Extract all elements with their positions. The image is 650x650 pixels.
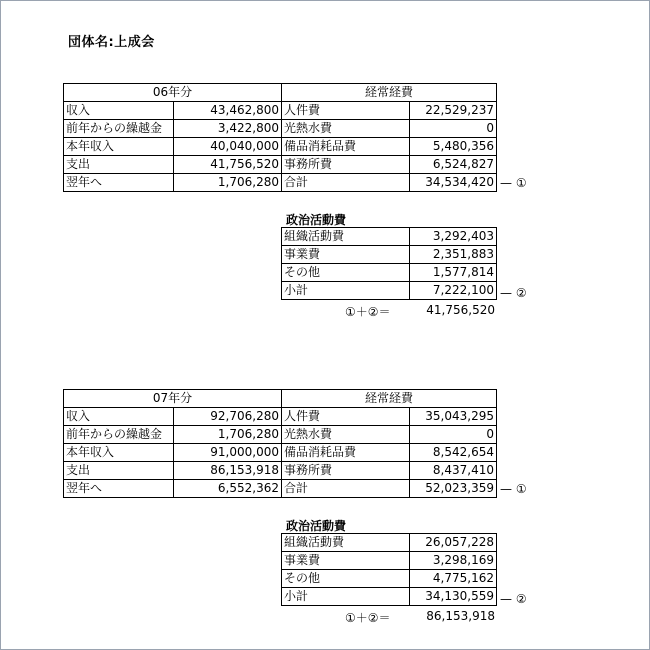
political-activity-table-06 xyxy=(281,227,497,300)
row-value: 92,706,280 xyxy=(174,408,282,426)
row-label: 小計 xyxy=(282,588,410,606)
marker-two: — ② xyxy=(500,592,527,606)
row-label: 事務所費 xyxy=(282,462,410,480)
row-value: 1,706,280 xyxy=(174,426,282,444)
table-row xyxy=(282,570,497,588)
row-label: 事業費 xyxy=(282,552,410,570)
row-value: 6,524,827 xyxy=(410,156,497,174)
row-label: 事業費 xyxy=(282,246,410,264)
marker-one: — ① xyxy=(500,482,527,496)
row-label: 事務所費 xyxy=(282,156,410,174)
marker-two: — ② xyxy=(500,286,527,300)
table-row xyxy=(64,426,497,444)
row-label: 本年収入 xyxy=(64,444,174,462)
row-label: 人件費 xyxy=(282,102,410,120)
table-row xyxy=(282,282,497,300)
formula-value: 41,756,520 xyxy=(426,303,495,317)
political-activity-table-07 xyxy=(281,533,497,606)
table-row xyxy=(64,480,497,498)
table-row xyxy=(64,444,497,462)
row-label: 前年からの繰越金 xyxy=(64,120,174,138)
expense-header: 経常経費 xyxy=(282,390,497,408)
year-header: 06年分 xyxy=(64,84,282,102)
table-row xyxy=(64,174,497,192)
formula-value: 86,153,918 xyxy=(426,609,495,623)
row-value: 35,043,295 xyxy=(410,408,497,426)
row-label: 光熱水費 xyxy=(282,120,410,138)
row-label: 支出 xyxy=(64,462,174,480)
row-label: 収入 xyxy=(64,102,174,120)
row-value: 8,437,410 xyxy=(410,462,497,480)
table-row xyxy=(282,552,497,570)
row-label: 収入 xyxy=(64,408,174,426)
row-label: その他 xyxy=(282,264,410,282)
table-row xyxy=(64,102,497,120)
row-label: 小計 xyxy=(282,282,410,300)
total-value: 52,023,359 xyxy=(410,480,497,498)
row-label: 合計 xyxy=(282,480,410,498)
row-value: 3,292,403 xyxy=(410,228,497,246)
table-row xyxy=(282,588,497,606)
table-row xyxy=(282,246,497,264)
table-row xyxy=(64,462,497,480)
table-header-row xyxy=(64,390,497,408)
row-label: 備品消耗品費 xyxy=(282,444,410,462)
total-value: 34,534,420 xyxy=(410,174,497,192)
political-activity-title: 政治活動費 xyxy=(286,213,347,227)
row-label: その他 xyxy=(282,570,410,588)
row-label: 支出 xyxy=(64,156,174,174)
row-value: 41,756,520 xyxy=(174,156,282,174)
balance-table-06 xyxy=(63,83,497,192)
row-label: 人件費 xyxy=(282,408,410,426)
table-row xyxy=(64,120,497,138)
row-value: 91,000,000 xyxy=(174,444,282,462)
balance-table-07 xyxy=(63,389,497,498)
row-value: 1,577,814 xyxy=(410,264,497,282)
row-label: 光熱水費 xyxy=(282,426,410,444)
row-value: 22,529,237 xyxy=(410,102,497,120)
row-value: 5,480,356 xyxy=(410,138,497,156)
row-value: 3,298,169 xyxy=(410,552,497,570)
row-value: 3,422,800 xyxy=(174,120,282,138)
org-label: 団体名: xyxy=(68,35,115,50)
row-value: 4,775,162 xyxy=(410,570,497,588)
row-label: 翌年へ xyxy=(64,174,174,192)
expense-header: 経常経費 xyxy=(282,84,497,102)
formula-label: ①＋②＝ xyxy=(345,305,391,319)
row-label: 本年収入 xyxy=(64,138,174,156)
marker-one: — ① xyxy=(500,176,527,190)
row-value: 86,153,918 xyxy=(174,462,282,480)
organization-title xyxy=(68,31,155,50)
row-value: 2,351,883 xyxy=(410,246,497,264)
row-label: 翌年へ xyxy=(64,480,174,498)
table-row xyxy=(64,138,497,156)
year-header: 07年分 xyxy=(64,390,282,408)
row-value: 1,706,280 xyxy=(174,174,282,192)
row-value: 0 xyxy=(410,120,497,138)
table-row xyxy=(282,228,497,246)
row-value: 6,552,362 xyxy=(174,480,282,498)
table-row xyxy=(282,534,497,552)
political-activity-title: 政治活動費 xyxy=(286,519,347,533)
formula-label: ①＋②＝ xyxy=(345,611,391,625)
row-label: 合計 xyxy=(282,174,410,192)
subtotal-value: 34,130,559 xyxy=(410,588,497,606)
table-row xyxy=(282,264,497,282)
row-value: 0 xyxy=(410,426,497,444)
org-name: 上成会 xyxy=(114,35,155,50)
table-row xyxy=(64,408,497,426)
row-label: 前年からの繰越金 xyxy=(64,426,174,444)
table-header-row xyxy=(64,84,497,102)
table-row xyxy=(64,156,497,174)
row-label: 備品消耗品費 xyxy=(282,138,410,156)
subtotal-value: 7,222,100 xyxy=(410,282,497,300)
row-value: 43,462,800 xyxy=(174,102,282,120)
row-label: 組織活動費 xyxy=(282,534,410,552)
row-value: 40,040,000 xyxy=(174,138,282,156)
row-value: 26,057,228 xyxy=(410,534,497,552)
row-value: 8,542,654 xyxy=(410,444,497,462)
row-label: 組織活動費 xyxy=(282,228,410,246)
